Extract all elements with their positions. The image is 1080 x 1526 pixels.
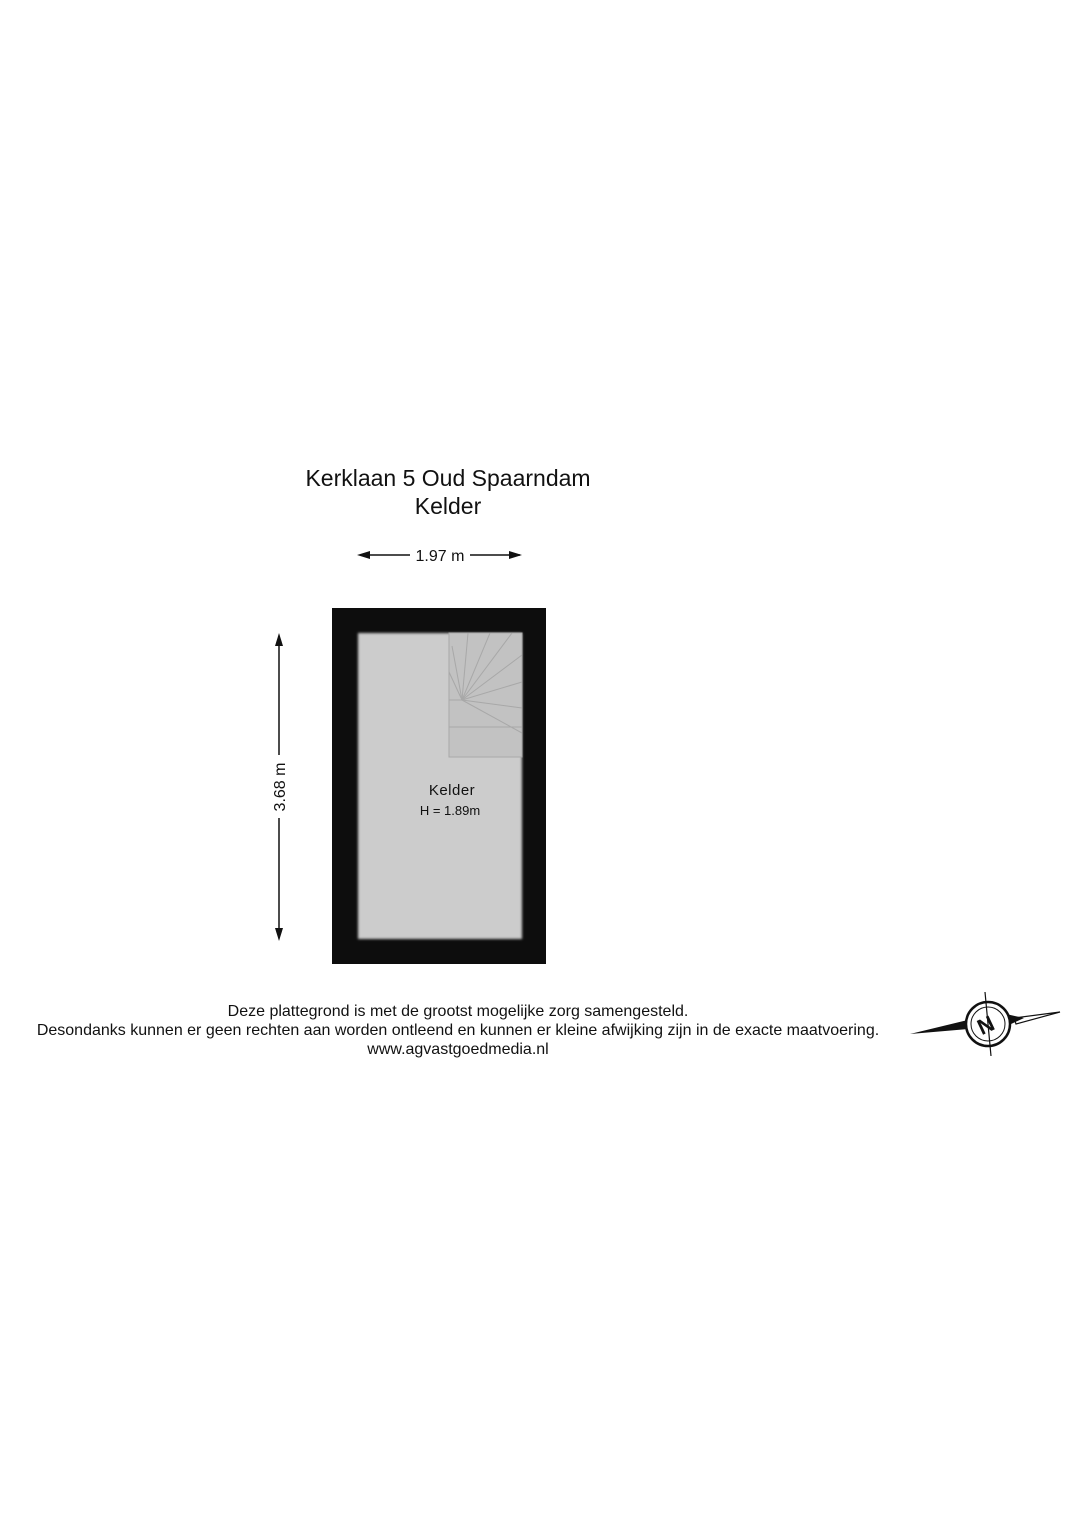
disclaimer-line-2: Desondanks kunnen er geen rechten aan worden ontleend en kunnen er kleine afwijking zijn in de exacte maatvoering. xyxy=(36,1022,880,1039)
room-name: Kelder xyxy=(428,782,476,799)
stairs xyxy=(449,633,522,757)
north-arrow-icon xyxy=(906,988,1066,1064)
width-label: 1.97 m xyxy=(415,548,465,565)
plan-title-address: Kerklaan 5 Oud Spaarndam xyxy=(305,465,591,491)
compass-letter: N xyxy=(973,1010,999,1040)
depth-label: 3.68 m xyxy=(272,762,289,812)
arrow-left-icon xyxy=(357,551,370,559)
arrow-up-icon xyxy=(275,633,283,646)
arrow-down-icon xyxy=(275,928,283,941)
width-dimension xyxy=(357,548,522,565)
depth-dimension xyxy=(272,633,289,941)
room-height: H = 1.89m xyxy=(419,803,481,818)
plan-title-floor: Kelder xyxy=(414,493,482,519)
arrow-right-icon xyxy=(509,551,522,559)
website-link: www.agvastgoedmedia.nl xyxy=(367,1041,549,1058)
disclaimer-line-1: Deze plattegrond is met de grootst mogelijke zorg samengesteld. xyxy=(227,1003,689,1020)
